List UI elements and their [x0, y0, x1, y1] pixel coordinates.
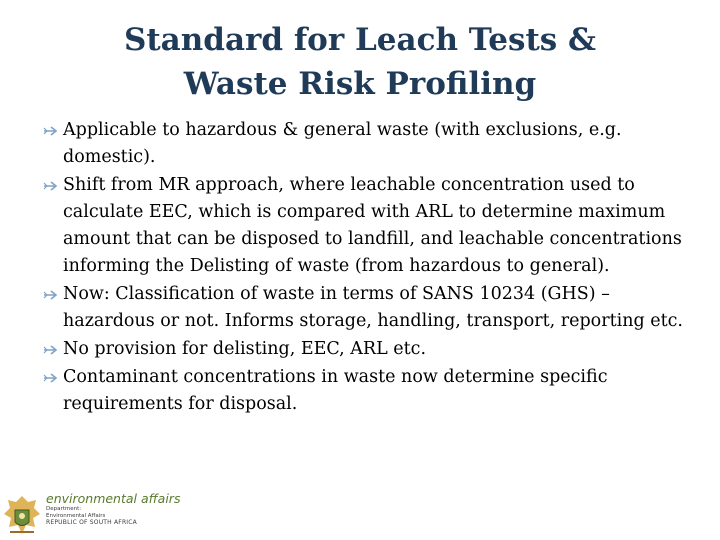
bullet-item	[42, 172, 702, 280]
dept-line-2: Environmental Affairs	[46, 512, 106, 519]
bullet-text: No provision for delisting, EEC, ARL etc.	[63, 339, 427, 359]
bullet-arrow-icon	[42, 180, 60, 192]
slide-title-line-1: Standard for Leach Tests &	[123, 22, 597, 58]
org-name: environmental affairs	[46, 491, 181, 506]
bullet-text: Contaminant concentrations in waste now determine specific requirements for disposal.	[63, 367, 608, 414]
bullet-arrow-icon	[42, 344, 60, 356]
bullet-list	[42, 117, 702, 419]
country-name: REPUBLIC OF SOUTH AFRICA	[46, 519, 137, 526]
coat-of-arms-icon	[2, 494, 42, 538]
dept-line-1: Department:	[46, 506, 82, 512]
bullet-arrow-icon	[42, 289, 60, 301]
bullet-text: Now: Classification of waste in terms of SANS 10234 (GHS) – hazardous or not. Informs storage, handling, transport, reporting etc.	[63, 284, 683, 331]
bullet-item	[42, 336, 702, 363]
logo-text-block	[46, 492, 180, 526]
bullet-arrow-icon	[42, 372, 60, 384]
bullet-item	[42, 364, 702, 418]
bullet-item	[42, 281, 702, 335]
bullet-item	[42, 117, 702, 171]
bullet-text: Applicable to hazardous & general waste (with exclusions, e.g. domestic).	[63, 120, 622, 167]
bullet-arrow-icon	[42, 125, 60, 137]
slide-title	[0, 18, 720, 106]
department-logo	[0, 491, 181, 540]
slide-title-line-2: Waste Risk Profiling	[183, 66, 537, 102]
bullet-text: Shift from MR approach, where leachable concentration used to calculate EEC, which is compared with ARL to determine maximum amount that can be disposed to landfill, and leachable concentrations informing the Delisting of waste (from hazardous to general).	[63, 175, 682, 276]
